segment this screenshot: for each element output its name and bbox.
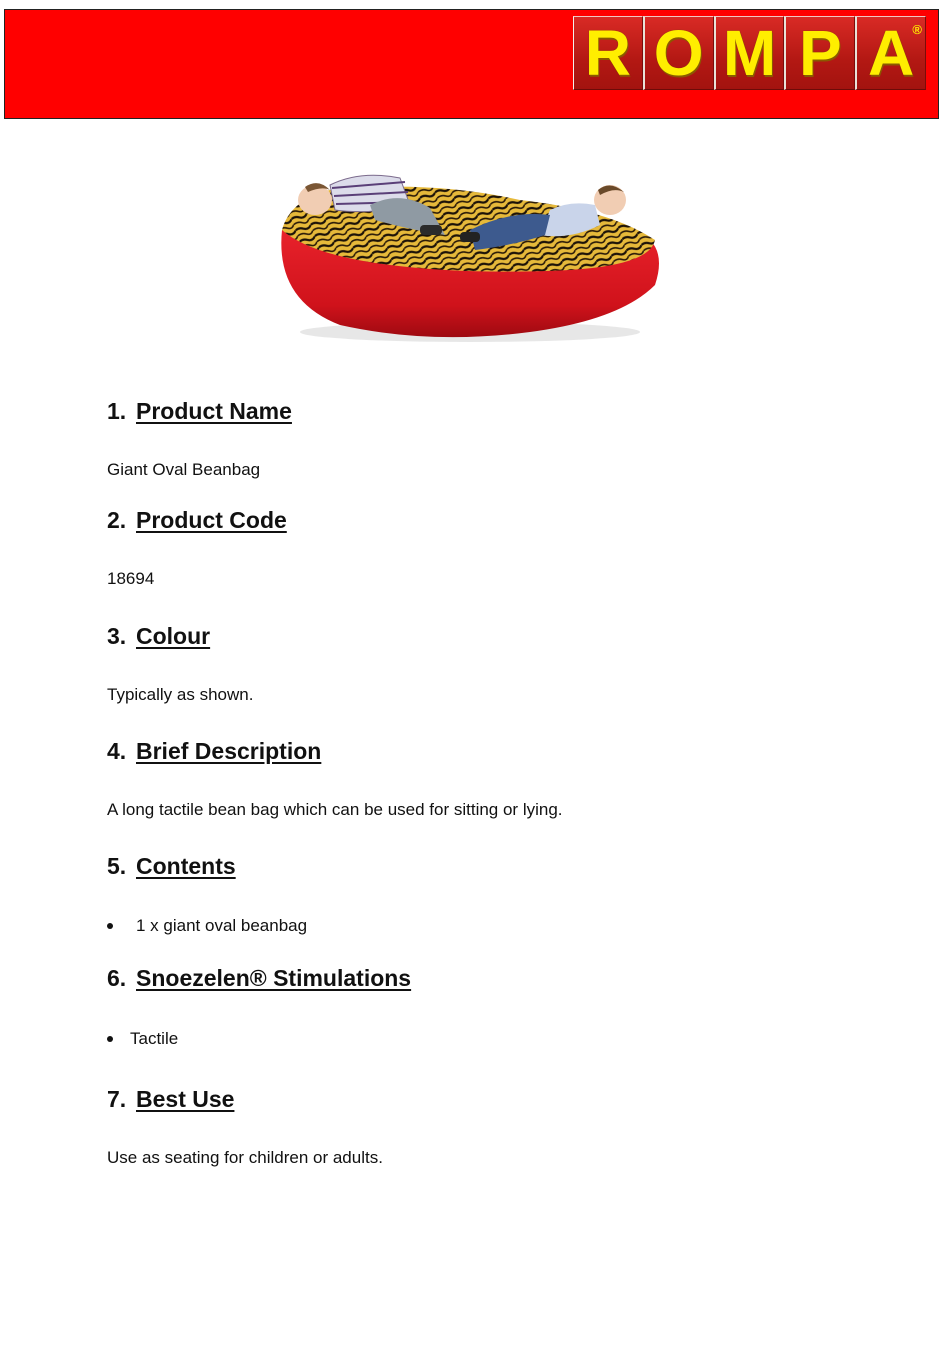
section-heading-contents — [107, 852, 236, 880]
bullet-icon — [107, 923, 113, 929]
product-photo — [270, 160, 670, 350]
section-title: Colour — [136, 623, 211, 649]
stimulations-item-text: Tactile — [130, 1029, 179, 1048]
section-heading-best-use — [107, 1085, 234, 1113]
section-title: Snoezelen® Stimulations — [136, 965, 412, 991]
best-use-value: Use as seating for children or adults. — [107, 1148, 383, 1167]
product-code-value: 18694 — [107, 569, 155, 588]
section-title: Contents — [136, 853, 236, 879]
section-number: 6. — [107, 965, 127, 991]
section-heading-brief-description — [107, 737, 321, 765]
logo-tile — [714, 16, 785, 90]
bullet-icon — [107, 1036, 113, 1042]
section-number: 3. — [107, 623, 127, 649]
logo-letter: O — [653, 17, 704, 89]
registered-mark: ® — [912, 22, 922, 37]
logo-letter: R — [584, 17, 631, 89]
logo-tile — [573, 16, 643, 90]
product-name-value: Giant Oval Beanbag — [107, 460, 261, 479]
logo-letter: P — [798, 17, 842, 89]
contents-item-text: 1 x giant oval beanbag — [136, 916, 308, 935]
section-heading-snoezelen-stimulations — [107, 964, 411, 992]
section-number: 4. — [107, 738, 127, 764]
logo-tile — [643, 16, 714, 90]
section-title: Brief Description — [136, 738, 322, 764]
colour-value: Typically as shown. — [107, 685, 254, 704]
section-heading-product-name — [107, 397, 292, 425]
contents-list-item — [107, 915, 307, 937]
section-number: 2. — [107, 507, 127, 533]
logo-tile — [855, 16, 926, 90]
section-title: Product Name — [136, 398, 292, 424]
section-title: Product Code — [136, 507, 287, 533]
section-heading-product-code — [107, 506, 287, 534]
brief-description-value: A long tactile bean bag which can be used for sitting or lying. — [107, 800, 563, 819]
section-number: 1. — [107, 398, 127, 424]
section-number: 5. — [107, 853, 127, 879]
logo-tile — [784, 16, 855, 90]
section-heading-colour — [107, 622, 210, 650]
section-title: Best Use — [136, 1086, 235, 1112]
logo-letter: M — [722, 17, 777, 89]
section-number: 7. — [107, 1086, 127, 1112]
stimulations-list-item — [107, 1028, 178, 1050]
logo-letter: A — [867, 17, 915, 89]
rompa-logo — [573, 16, 926, 90]
